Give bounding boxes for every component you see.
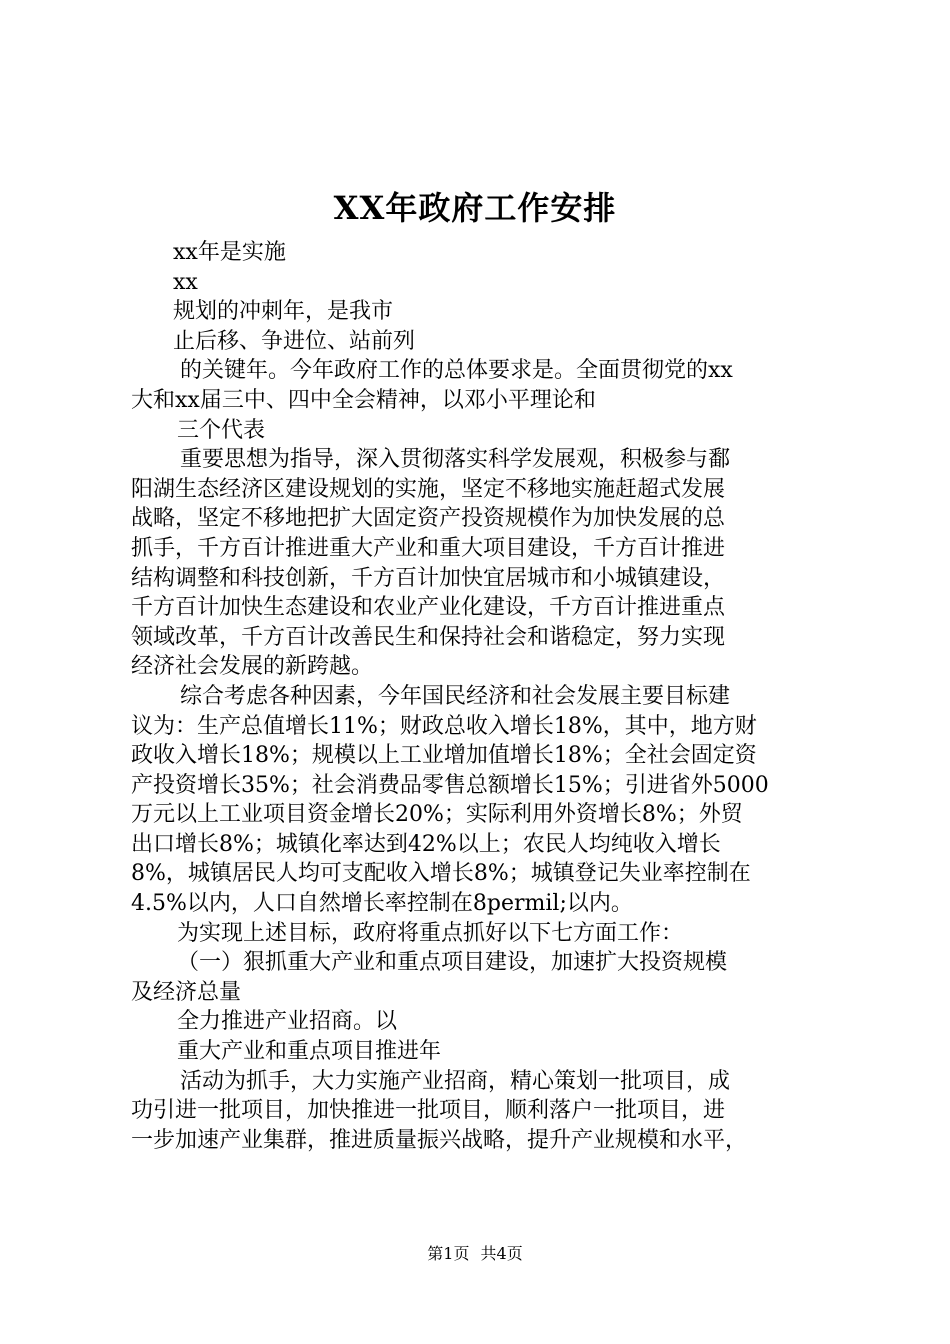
body-line: 政收入增长18%；规模以上工业增加值增长18%；全社会固定资: [131, 743, 757, 769]
body-line: 阳湖生态经济区建设规划的实施，坚定不移地实施赶超式发展: [131, 476, 726, 502]
document-title: XX年政府工作安排: [333, 189, 617, 227]
body-line: 重要思想为指导，深入贯彻落实科学发展观，积极参与鄱: [180, 447, 731, 473]
body-line: 大和xx届三中、四中全会精神，以邓小平理论和: [131, 387, 596, 413]
body-line: 经济社会发展的新跨越。: [131, 654, 374, 680]
body-line: 8%，城镇居民人均可支配收入增长8%；城镇登记失业率控制在: [131, 861, 751, 887]
body-line: 重大产业和重点项目推进年: [177, 1039, 442, 1065]
body-line: 出口增长8%；城镇化率达到42%以上；农民人均纯收入增长: [131, 831, 721, 857]
body-line: 领域改革，千方百计改善民生和保持社会和谐稳定，努力实现: [131, 624, 726, 650]
body-line: 全力推进产业招商。以: [177, 1009, 398, 1035]
body-line: 止后移、争进位、站前列: [173, 328, 416, 354]
body-line: 千方百计加快生态建设和农业产业化建设，千方百计推进重点: [131, 595, 726, 621]
body-line: 4.5%以内，人口自然增长率控制在8permil;以内。: [131, 891, 633, 917]
body-line: 的关键年。今年政府工作的总体要求是。全面贯彻党的xx: [180, 358, 733, 384]
body-line: 万元以上工业项目资金增长20%；实际利用外资增长8%；外贸: [131, 802, 743, 828]
body-line: 活动为抓手，大力实施产业招商，精心策划一批项目，成: [180, 1068, 731, 1094]
body-line: 结构调整和科技创新，千方百计加快宜居城市和小城镇建设，: [131, 565, 726, 591]
body-line: xx年是实施: [173, 240, 286, 265]
body-line: 产投资增长35%；社会消费品零售总额增长15%；引进省外5000: [131, 772, 769, 798]
body-line: 综合考虑各种因素，今年国民经济和社会发展主要目标建: [180, 683, 731, 709]
body-line: xx: [173, 269, 198, 295]
body-line: 及经济总量: [131, 979, 242, 1005]
body-line: 功引进一批项目，加快推进一批项目，顺利落户一批项目，进: [131, 1098, 726, 1124]
body-line: 抓手，千方百计推进重大产业和重大项目建设，千方百计推进: [131, 535, 726, 561]
body-line: 为实现上述目标，政府将重点抓好以下七方面工作：: [177, 920, 684, 946]
page-number: 第1页: [427, 1244, 470, 1263]
body-line: 三个代表: [177, 417, 266, 443]
body-line: 规划的冲刺年，是我市: [173, 299, 394, 325]
body-line: 一步加速产业集群，推进质量振兴战略，提升产业规模和水平，: [131, 1127, 748, 1153]
page-total: 共4页: [480, 1244, 523, 1263]
body-line: （一）狠抓重大产业和重点项目建设，加速扩大投资规模: [177, 950, 728, 976]
page-footer: [0, 1243, 950, 1265]
document-body: [131, 238, 831, 1155]
body-line: 战略，坚定不移地把扩大固定资产投资规模作为加快发展的总: [131, 506, 726, 532]
body-line: 议为：生产总值增长11%；财政总收入增长18%，其中，地方财: [131, 713, 757, 739]
